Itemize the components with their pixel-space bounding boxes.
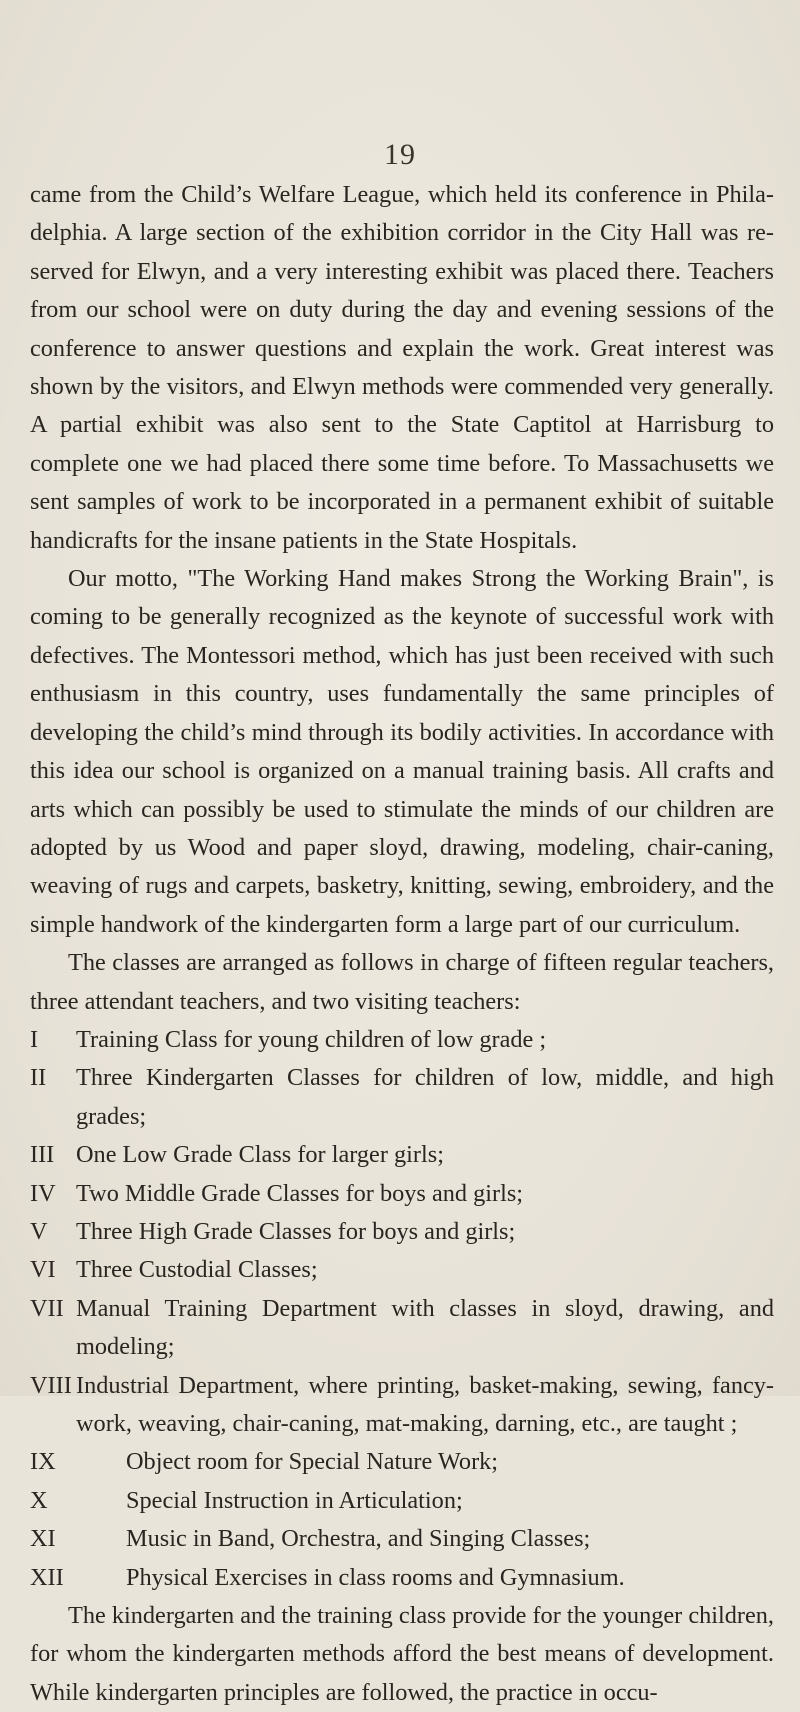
list-item: [30, 1290, 774, 1367]
list-item: [30, 1443, 774, 1481]
list-numeral: V: [30, 1217, 48, 1245]
list-numeral: VI: [30, 1256, 56, 1284]
list-numeral: VII: [30, 1294, 64, 1322]
list-numeral: X: [30, 1486, 48, 1514]
list-item: [30, 1213, 774, 1251]
list-item-text: Two Middle Grade Classes for boys and girls;: [76, 1179, 524, 1207]
list-item-text: Training Class for young children of low grade ;: [76, 1025, 547, 1053]
list-item: [30, 1482, 774, 1520]
list-item: [30, 1021, 774, 1059]
list-numeral: IX: [30, 1448, 56, 1476]
page-number: 19: [384, 138, 416, 171]
list-numeral: VIII: [30, 1371, 72, 1399]
list-item-text: Three Custodial Classes;: [76, 1256, 318, 1284]
list-numeral: I: [30, 1025, 39, 1053]
paragraph-kindergarten: The kindergarten and the training class provide for the younger children, for whom the kindergarten methods afford the best means of development. While kindergarten principles are followed, the practice in occu-: [30, 1602, 774, 1706]
list-numeral: XII: [30, 1563, 64, 1591]
list-item: [30, 1520, 774, 1558]
paragraph-classes-intro: The classes are arranged as follows in charge of fifteen regular teachers, three attendant teachers, and two visiting teachers:: [30, 949, 774, 1015]
list-item: [30, 1367, 774, 1444]
list-item-text: Three High Grade Classes for boys and girls;: [76, 1217, 516, 1245]
paragraph-motto: Our motto, "The Working Hand makes Strong the Working Brain", is coming to be generally recognized as the keynote of successful work with defectives. The Montessori method, which has just been received with such enthusiasm in this country, uses fundamentally the same principles of developing the child’s mind through its bodily activities. In accordance with this idea our school is organized on a manual training basis. All crafts and arts which can possibly be used to stimulate the minds of our children are adopted by us Wood and paper sloyd, drawing, modeling, chair-caning, weaving of rugs and carpets, basketry, knitting, sewing, embroidery, and the simple handwork of the kindergarten form a large part of our curriculum.: [30, 565, 774, 938]
list-item-text: Manual Training Department with classes in sloyd, drawing, and modeling;: [76, 1294, 774, 1361]
list-numeral: III: [30, 1141, 55, 1169]
list-item-text: Industrial Department, where printing, basket-making, sewing, fancy-work, weaving, chair-caning, mat-making, darning, etc., are taught ;: [76, 1371, 774, 1437]
list-numeral: XI: [30, 1525, 56, 1553]
list-item-text: Three Kindergarten Classes for children of low, middle, and high grades;: [76, 1064, 774, 1130]
list-numeral: IV: [30, 1179, 56, 1207]
list-item-text: One Low Grade Class for larger girls;: [76, 1141, 444, 1169]
paragraph-exhibits: came from the Child’s Welfare League, which held its conference in Philadelphia. A large section of the exhibition corridor in the City Hall was reserved for Elwyn, and a very interesting exhibit was placed there. Teachers from our school were on duty during the day and evening sessions of the conference to answer questions and explain the work. Great interest was shown by the visitors, and Elwyn methods were commended very generally. A partial exhibit was also sent to the State Captitol at Harrisburg to complete one we had placed there some time before. To Massachusetts we sent samples of work to be incorporated in a permanent exhibit of suitable handicrafts for the insane patients in the State Hospitals.: [30, 181, 774, 554]
class-list: [30, 1021, 774, 1597]
list-numeral: II: [30, 1064, 47, 1092]
list-item: [30, 1059, 774, 1136]
list-item-text: Special Instruction in Articulation;: [126, 1486, 463, 1514]
list-item-text: Music in Band, Orchestra, and Singing Classes;: [126, 1525, 591, 1553]
list-item: [30, 1559, 774, 1597]
list-item-text: Object room for Special Nature Work;: [126, 1448, 499, 1476]
list-item-text: Physical Exercises in class rooms and Gymnasium.: [126, 1563, 625, 1591]
list-item: [30, 1136, 774, 1174]
body-text: [30, 176, 774, 1712]
list-item: [30, 1175, 774, 1213]
list-item: [30, 1251, 774, 1289]
